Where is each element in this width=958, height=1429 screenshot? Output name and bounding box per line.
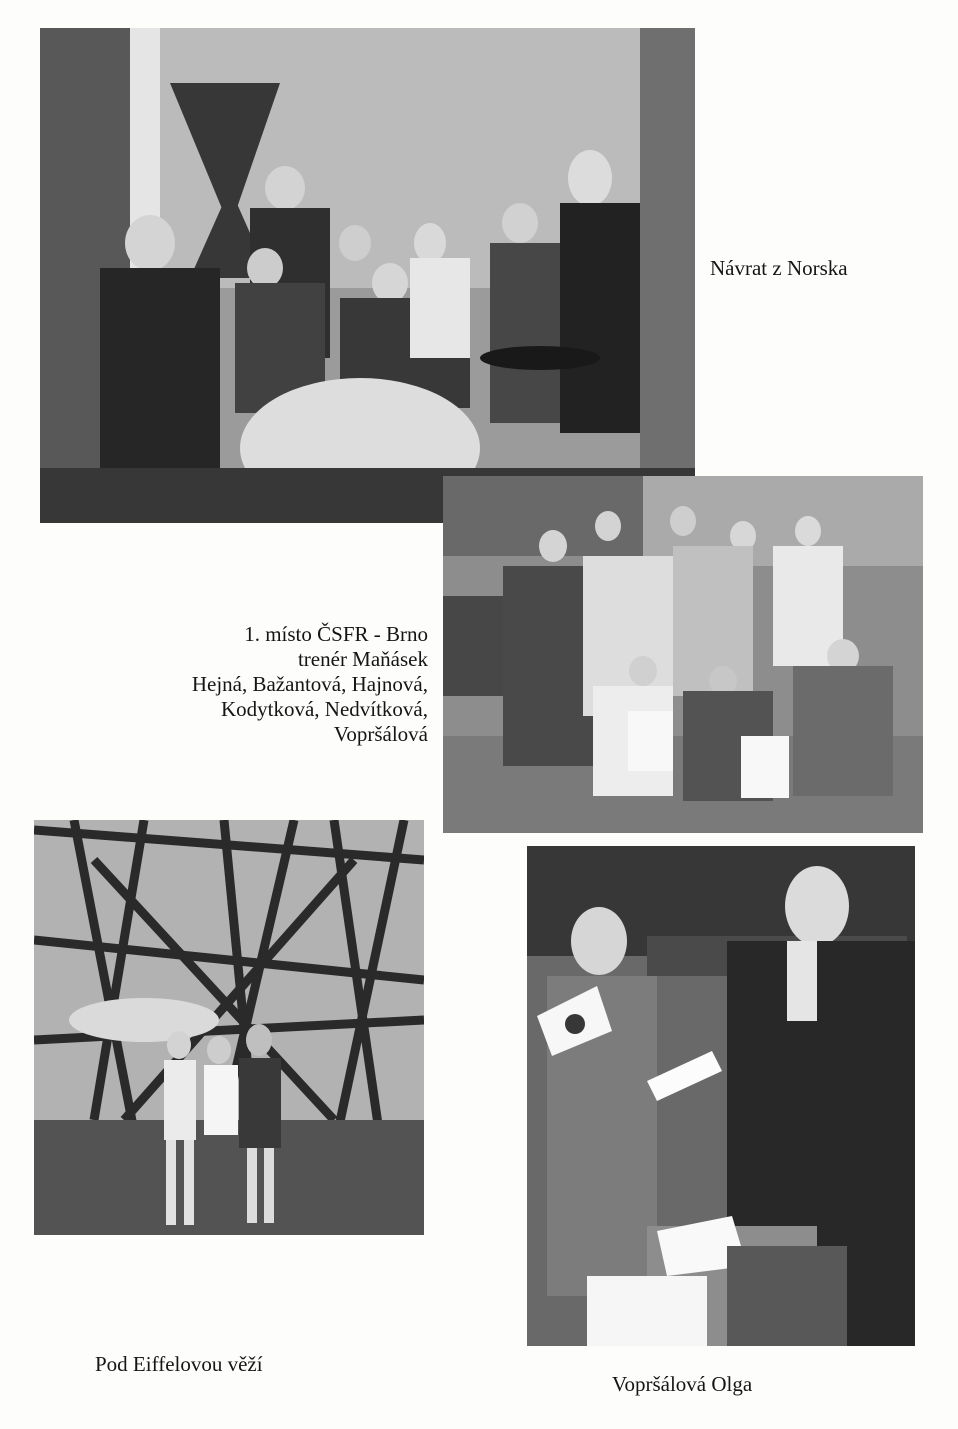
group-photo-return-from-norway [40,28,695,523]
caption-first-place-brno [192,622,428,747]
caption-voprsalova-olga: Vopršálová Olga [612,1372,753,1396]
photo-award-voprsalova-olga [527,846,915,1346]
caption-under-eiffel-tower: Pod Eiffelovou věží [95,1352,263,1376]
group-photo-first-place-brno [443,476,923,833]
award-photo-illustration [527,846,915,1346]
caption-line: Hejná, Bažantová, Hajnová, [191,672,428,696]
eiffel-photo-illustration [34,820,424,1235]
group-photo-illustration [40,28,695,523]
caption-line: Vopršálová [333,722,428,746]
photo-under-eiffel-tower [34,820,424,1235]
team-photo-illustration [443,476,923,833]
caption-line: trenér Maňásek [297,647,428,671]
caption-line: 1. místo ČSFR - Brno [244,622,428,646]
caption-return-from-norway: Návrat z Norska [710,256,848,280]
caption-line: Kodytková, Nedvítková, [220,697,428,721]
